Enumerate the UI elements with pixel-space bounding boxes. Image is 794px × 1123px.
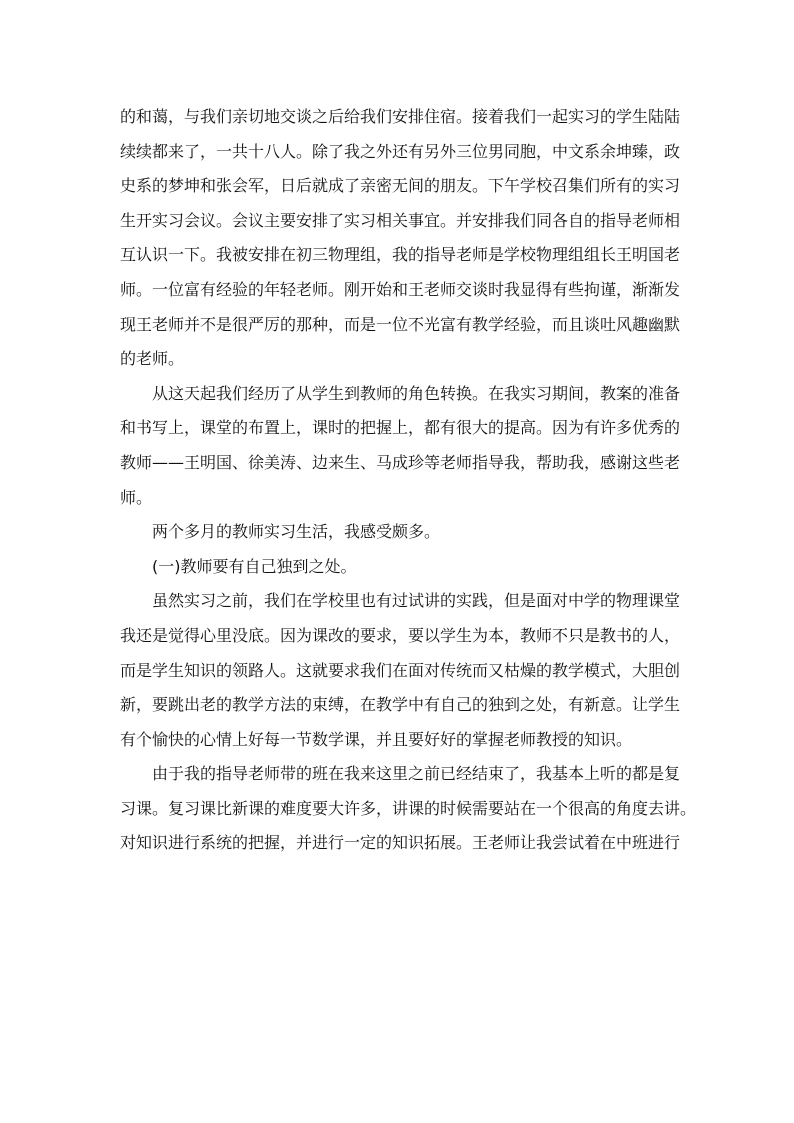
document-body (120, 100, 697, 861)
text-line: 我还是觉得心里没底。因为课改的要求，要以学生为本，教师不只是教书的人， (120, 625, 681, 645)
paragraph-innovation (120, 584, 681, 757)
text-line: 互认识一下。我被安排在初三物理组，我的指导老师是学校物理组组长王明国老 (120, 245, 681, 265)
text-line: 由于我的指导老师带的班在我来这里之前已经结束了，我基本上听的都是复 (152, 764, 681, 784)
text-line: 虽然实习之前，我们在学校里也有过试讲的实践，但是面对中学的物理课堂 (152, 591, 681, 611)
text-line: 有个愉快的心情上好每一节数学课，并且要好好的掌握老师教授的知识。 (120, 729, 633, 749)
heading-text: (一)教师要有自己独到之处。 (152, 556, 357, 576)
text-line: 而是学生知识的领路人。这就要求我们在面对传统而又枯燥的教学模式，大胆创 (120, 660, 681, 680)
text-line: 的和蔼，与我们亲切地交谈之后给我们安排住宿。接着我们一起实习的学生陆陆 (120, 107, 681, 126)
section-heading (120, 550, 676, 585)
paragraph-review-class (120, 757, 697, 861)
text-line: 两个多月的教师实习生活，我感受颇多。 (152, 522, 441, 542)
text-line: 师。 (120, 487, 153, 507)
paragraph-arrival (120, 100, 681, 377)
text-line: 教师——王明国、徐美涛、边来生、马成珍等老师指导我，帮助我，感谢这些老 (120, 452, 681, 472)
text-line: 从这天起我们经历了从学生到教师的角色转换。在我实习期间，教案的准备 (152, 383, 681, 403)
text-line: 习课。复习课比新课的难度要大许多，讲课的时候需要站在一个很高的角度去讲。 (120, 798, 697, 818)
text-line: 的老师。 (120, 349, 185, 369)
text-line: 史系的梦坤和张会军，日后就成了亲密无间的朋友。下午学校召集们所有的实习 (120, 176, 681, 196)
paragraph-role-change (120, 377, 681, 515)
text-line: 续续都来了，一共十八人。除了我之外还有另外三位男同胞，中文系余坤臻，政 (120, 141, 681, 161)
text-line: 师。一位富有经验的年轻老师。刚开始和王老师交谈时我显得有些拘谨，渐渐发 (120, 279, 681, 299)
paragraph-summary (120, 515, 676, 550)
text-line: 对知识进行系统的把握，并进行一定的知识拓展。王老师让我尝试着在中班进行 (120, 833, 681, 853)
text-line: 生开实习会议。会议主要安排了实习相关事宜。并安排我们同各自的指导老师相 (120, 210, 681, 230)
text-line: 和书写上，课堂的布置上，课时的把握上，都有很大的提高。因为有许多优秀的 (120, 418, 681, 438)
text-line: 新，要跳出老的教学方法的束缚，在教学中有自己的独到之处，有新意。让学生 (120, 695, 681, 715)
text-line: 现王老师并不是很严厉的那种，而是一位不光富有教学经验，而且谈吐风趣幽默 (120, 314, 681, 334)
